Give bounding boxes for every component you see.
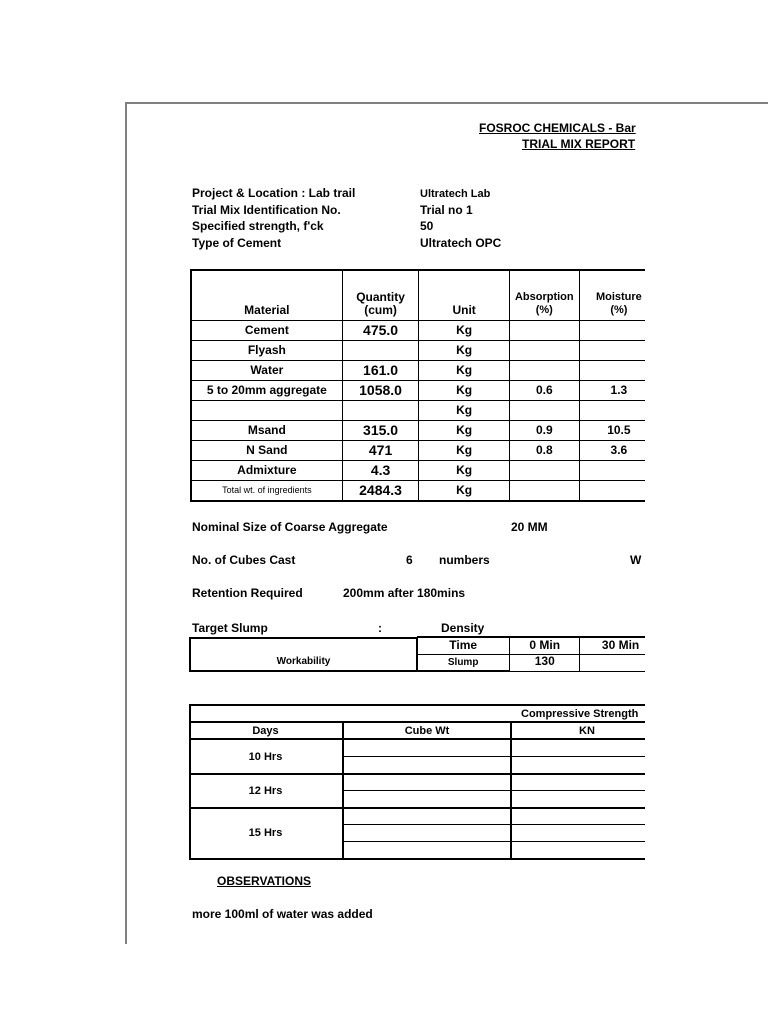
moisture-cell: 10.5 [579,420,645,440]
divider [189,807,645,809]
divider [344,841,645,842]
divider [189,738,645,740]
strength-row-label: 12 Hrs [248,785,283,797]
material-cell [191,400,342,420]
material-cell: Total wt. of ingredients [191,480,342,501]
mix-table [190,269,645,502]
company-name: FOSROC CHEMICALS - Bar [479,121,636,135]
moisture-cell: 3.6 [579,440,645,460]
detail-value-strength: 50 [420,219,434,233]
moisture-cell [579,460,645,480]
cubes-value: 6 [406,553,413,567]
material-cell: Water [191,360,342,380]
material-cell: Admixture [191,460,342,480]
nominal-size-label: Nominal Size of Coarse Aggregate [192,520,388,534]
cubes-trailing: W [630,553,642,567]
header-moisture: Moisture (%) [579,270,645,320]
strength-header-days: Days [252,725,279,737]
unit-cell: Kg [419,360,509,380]
density-label: Density [441,621,485,635]
detail-label-strength: Specified strength, f'ck [192,219,324,233]
detail-label-trial-id: Trial Mix Identification No. [192,203,341,217]
unit-cell: Kg [419,480,509,501]
mix-table-header [191,270,645,320]
absorption-cell [509,340,579,360]
slump-cell: 130 [510,654,580,671]
material-cell: 5 to 20mm aggregate [191,380,342,400]
moisture-cell [579,400,645,420]
strength-header-kn: KN [579,725,595,737]
absorption-cell: 0.8 [509,440,579,460]
table-row [191,420,645,440]
header-absorption: Absorption (%) [509,270,579,320]
header-material: Material [191,270,342,320]
strength-header-cube-wt: Cube Wt [404,725,450,737]
table-row [191,480,645,501]
strength-title: Compressive Strength [521,708,639,720]
absorption-cell [509,320,579,340]
table-row [191,400,645,420]
material-cell: Msand [191,420,342,440]
strength-row-label: 15 Hrs [248,827,283,839]
table-row [191,440,645,460]
time-cell: 30 Min [580,637,645,654]
header-unit: Unit [419,270,509,320]
quantity-cell: 4.3 [342,460,419,480]
cubes-label: No. of Cubes Cast [192,553,296,567]
table-row [191,320,645,340]
quantity-cell [342,400,419,420]
material-cell: Cement [191,320,342,340]
quantity-cell [342,340,419,360]
table-row [191,460,645,480]
quantity-cell: 161.0 [342,360,419,380]
detail-value-cement-type: Ultratech OPC [420,236,502,250]
detail-value-trial-id: Trial no 1 [420,203,473,217]
moisture-cell [579,480,645,501]
divider [344,824,645,825]
table-row [417,654,645,671]
moisture-cell [579,340,645,360]
time-cell: 0 Min [510,637,580,654]
retention-label: Retention Required [192,586,303,600]
divider [344,790,645,791]
detail-label-project: Project & Location : Lab trail [192,186,356,200]
cubes-unit: numbers [439,553,490,567]
divider [344,756,645,757]
absorption-cell: 0.9 [509,420,579,440]
observations-heading: OBSERVATIONS [217,874,312,888]
unit-cell: Kg [419,320,509,340]
quantity-cell: 1058.0 [342,380,419,400]
slump-label: Slump [417,654,510,671]
unit-cell: Kg [419,380,509,400]
workability-label: Workability [276,656,331,667]
unit-cell: Kg [419,400,509,420]
divider [189,721,645,723]
strength-row-label: 10 Hrs [248,751,283,763]
material-cell: Flyash [191,340,342,360]
quantity-cell: 475.0 [342,320,419,340]
absorption-cell: 0.6 [509,380,579,400]
time-label: Time [417,637,510,654]
absorption-cell [509,460,579,480]
unit-cell: Kg [419,440,509,460]
absorption-cell [509,400,579,420]
moisture-cell [579,360,645,380]
unit-cell: Kg [419,420,509,440]
slump-cell [580,654,645,671]
quantity-cell: 471 [342,440,419,460]
detail-value-project: Ultratech Lab [420,188,491,200]
unit-cell: Kg [419,460,509,480]
observations-text: more 100ml of water was added [192,907,373,921]
retention-value: 200mm after 180mins [343,586,466,600]
quantity-cell: 2484.3 [342,480,419,501]
absorption-cell [509,480,579,501]
table-row [191,360,645,380]
header-quantity: Quantity (cum) [342,270,419,320]
moisture-cell: 1.3 [579,380,645,400]
material-cell: N Sand [191,440,342,460]
target-slump-colon: : [378,621,382,635]
table-row [191,380,645,400]
report-title: TRIAL MIX REPORT [522,137,636,151]
unit-cell: Kg [419,340,509,360]
moisture-cell [579,320,645,340]
target-slump-label: Target Slump [192,621,268,635]
workability-table [417,636,645,672]
detail-label-cement-type: Type of Cement [192,236,282,250]
quantity-cell: 315.0 [342,420,419,440]
nominal-size-value: 20 MM [511,520,548,534]
absorption-cell [509,360,579,380]
table-row [417,637,645,654]
table-row [191,340,645,360]
divider [189,773,645,775]
